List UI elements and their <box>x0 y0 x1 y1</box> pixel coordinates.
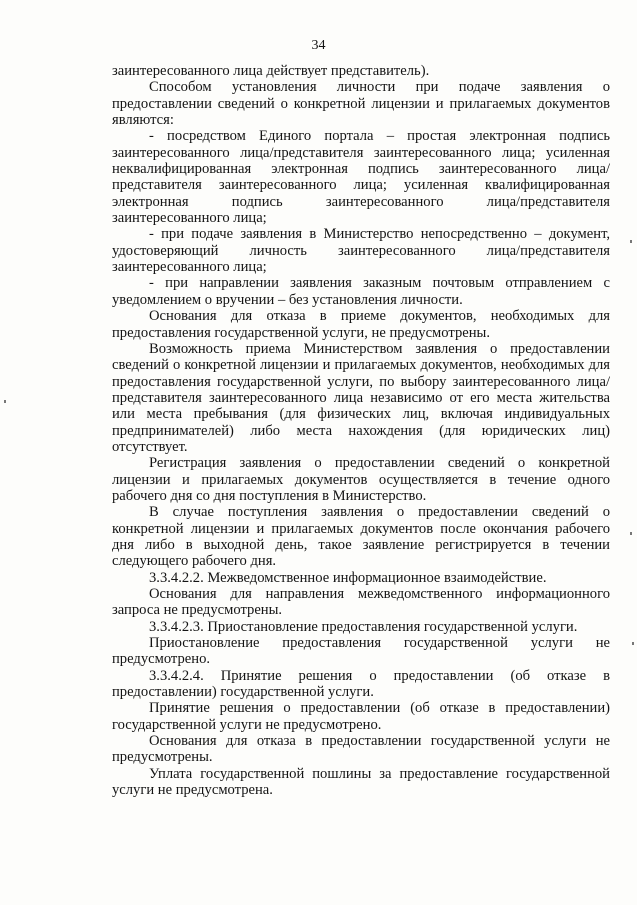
paragraph: Принятие решения о предоставлении (об отказе в предоставлении) государственной услуги не предусмотрено. <box>112 700 610 733</box>
paragraph: Основания для направления межведомственного информационного запроса не предусмотрены. <box>112 586 610 619</box>
section-heading: 3.3.4.2.4. Принятие решения о предоставлении (об отказе в предоставлении) государственной услуги. <box>112 667 610 701</box>
list-item: - при подаче заявления в Министерство непосредственно – документ, удостоверяющий личность заинтересованного лица/представителя заинтересованного лица; <box>112 226 610 276</box>
paragraph: Способом установления личности при подаче заявления о предоставлении сведений о конкретной лицензии и прилагаемых документов являются: <box>112 79 610 129</box>
scan-speck <box>630 240 632 243</box>
scan-speck <box>4 400 6 403</box>
list-item: - посредством Единого портала – простая электронная подпись заинтересованного лица/представителя заинтересованного лица; усиленная неквалифицированная электронная подпись заинтересованного лица/представителя заинтересованного лица; усиленная квалифицированная электронная подпись заинтересованного лица/представителя заинтересованного лица; <box>112 128 610 227</box>
paragraph: заинтересованного лица действует представитель). <box>112 63 430 79</box>
paragraph: Возможность приема Министерством заявления о предоставлении сведений о конкретной лицензии и прилагаемых документов, необходимых для предоставления государственной услуги, по выбору заинтересованного лица/представителя заинтересованного лица независимо от его места жительства или места пребывания (для физических лиц, включая индивидуальных предпринимателей) либо места нахождения (для юридических лиц) отсутствует. <box>112 340 610 455</box>
paragraph: В случае поступления заявления о предоставлении сведений о конкретной лицензии и прилагаемых документов после окончания рабочего дня либо в выходной день, такое заявление регистрируется в течении следующего рабочего дня. <box>112 504 610 570</box>
paragraph: Основания для отказа в приеме документов, необходимых для предоставления государственной услуги, не предусмотрены. <box>112 308 610 341</box>
paragraph: Основания для отказа в предоставлении государственной услуги не предусмотрены. <box>112 733 610 766</box>
scan-speck <box>632 642 634 645</box>
document-body <box>112 63 610 798</box>
paragraph: Регистрация заявления о предоставлении сведений о конкретной лицензии и прилагаемых документов осуществляется в течение одного рабочего дня со дня поступления в Министерство. <box>112 455 610 504</box>
paragraph: Приостановление предоставления государственной услуги не предусмотрено. <box>112 635 610 668</box>
list-item: - при направлении заявления заказным почтовым отправлением с уведомлением о вручении – без установления личности. <box>112 275 610 308</box>
section-heading: 3.3.4.2.3. Приостановление предоставления государственной услуги. <box>149 618 578 635</box>
section-heading: 3.3.4.2.2. Межведомственное информационное взаимодействие. <box>149 569 547 586</box>
page-number: 34 <box>311 38 326 53</box>
paragraph: Уплата государственной пошлины за предоставление государственной услуги не предусмотрена. <box>112 765 610 799</box>
scan-speck <box>630 532 632 535</box>
